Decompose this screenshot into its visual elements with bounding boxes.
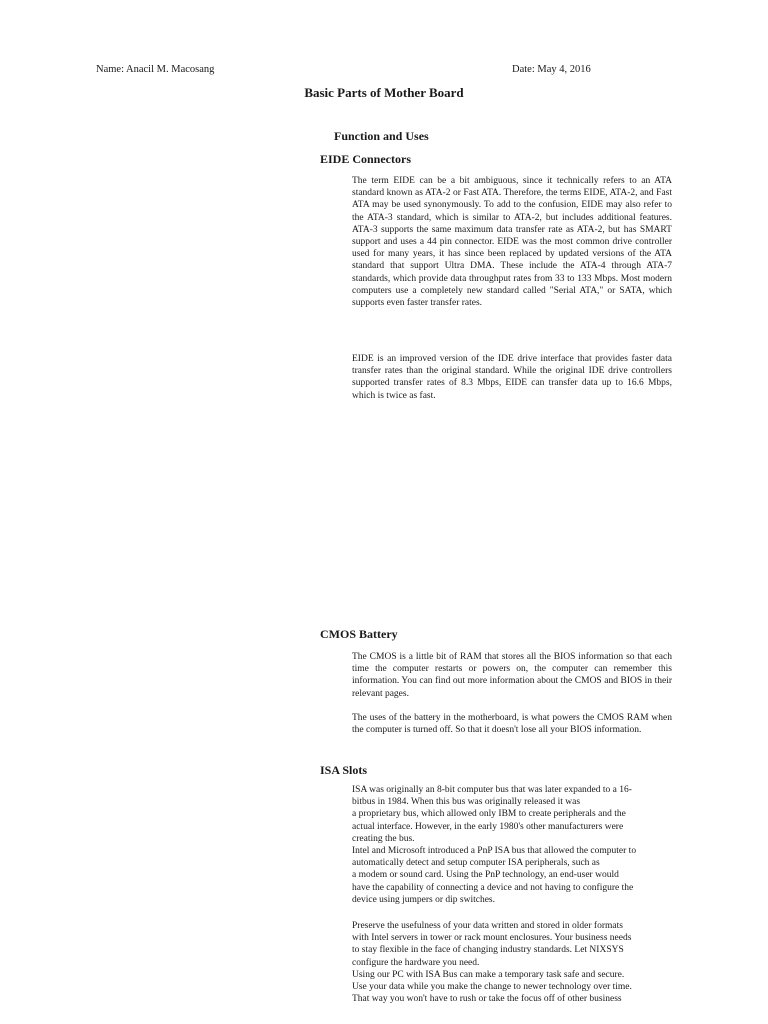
isa-p2-line: with Intel servers in tower or rack mount enclosures. Your business needs bbox=[352, 933, 632, 944]
cmos-heading: CMOS Battery bbox=[320, 627, 398, 641]
isa-p1-line: have the capability of connecting a device and not having to configure the bbox=[352, 882, 634, 893]
document-title: Basic Parts of Mother Board bbox=[304, 85, 464, 100]
eide-paragraph-1: The term EIDE can be a bit ambiguous, since it technically refers to an ATA standard known as ATA-2 or Fast ATA. Therefore, the terms EIDE, ATA-2, and Fast ATA may be used synonymously. To add to the confusion, EIDE may also refer to the ATA-3 standard, which is similar to ATA-2, but includes additional features. ATA-3 supports the same maximum data transfer rate as ATA-2, but has SMART support and uses a 44 pin connector. EIDE was the most common drive controller used for many years, it has since been replaced by updated versions of the ATA standard that support Ultra DMA. These include the ATA-4 through ATA-7 standards, which provide data throughput rates from 33 to 133 Mbps. Most modern computers use a completely new standard called "Serial ATA," or SATA, which supports even faster transfer rates. bbox=[352, 176, 672, 309]
isa-p1-line: actual interface. However, in the early 1980's other manufacturers were bbox=[352, 821, 624, 832]
isa-p1-line: creating the bus. bbox=[352, 833, 415, 844]
isa-paragraph-2 bbox=[352, 920, 672, 1005]
isa-p2-line: Use your data while you make the change to newer technology over time. bbox=[352, 982, 632, 993]
isa-p1-line: device using jumpers or dip switches. bbox=[352, 894, 496, 905]
isa-p2-line: That way you won't have to rush or take the focus off of other business bbox=[352, 994, 622, 1005]
isa-p2-line: configure the hardware you need. bbox=[352, 957, 480, 968]
author-name: Name: Anacil M. Macosang bbox=[96, 64, 215, 75]
isa-p2-line: Using our PC with ISA Bus can make a temporary task safe and secure. bbox=[352, 969, 625, 980]
isa-p1-line: Intel and Microsoft introduced a PnP ISA bus that allowed the computer to bbox=[352, 846, 637, 857]
eide-heading: EIDE Connectors bbox=[320, 152, 412, 166]
isa-p1-line: a proprietary bus, which allowed only IBM to create peripherals and the bbox=[352, 809, 626, 820]
isa-p1-line: automatically detect and setup computer ISA peripherals, such as bbox=[352, 858, 600, 869]
eide-paragraph-2: EIDE is an improved version of the IDE drive interface that provides faster data transfer rates than the original standard. While the original IDE drive controllers supported transfer rates of 8.3 Mbps, EIDE can transfer data up to 16.6 Mbps, which is twice as fast. bbox=[352, 354, 672, 401]
isa-heading: ISA Slots bbox=[320, 763, 368, 777]
isa-paragraph-1 bbox=[352, 784, 672, 906]
cmos-paragraph-2: The uses of the battery in the motherboard, is what powers the CMOS RAM when the computer is turned off. So that it doesn't lose all your BIOS information. bbox=[352, 713, 672, 736]
isa-p1-line: bitbus in 1984. When this bus was originally released it was bbox=[352, 797, 581, 808]
section-subtitle: Function and Uses bbox=[334, 129, 429, 143]
document-date: Date: May 4, 2016 bbox=[512, 64, 591, 75]
isa-p2-line: Preserve the usefulness of your data written and stored in older formats bbox=[352, 921, 623, 931]
cmos-paragraph-1: The CMOS is a little bit of RAM that stores all the BIOS information so that each time the computer restarts or powers on, the computer can remember this information. You can find out more information about the CMOS and BIOS in their relevant pages. bbox=[352, 652, 672, 699]
isa-p2-line: to stay flexible in the face of changing industry standards. Let NIXSYS bbox=[352, 945, 624, 956]
isa-p1-line: a modem or sound card. Using the PnP technology, an end-user would bbox=[352, 870, 619, 881]
isa-p1-line: ISA was originally an 8-bit computer bus that was later expanded to a 16- bbox=[352, 785, 632, 795]
